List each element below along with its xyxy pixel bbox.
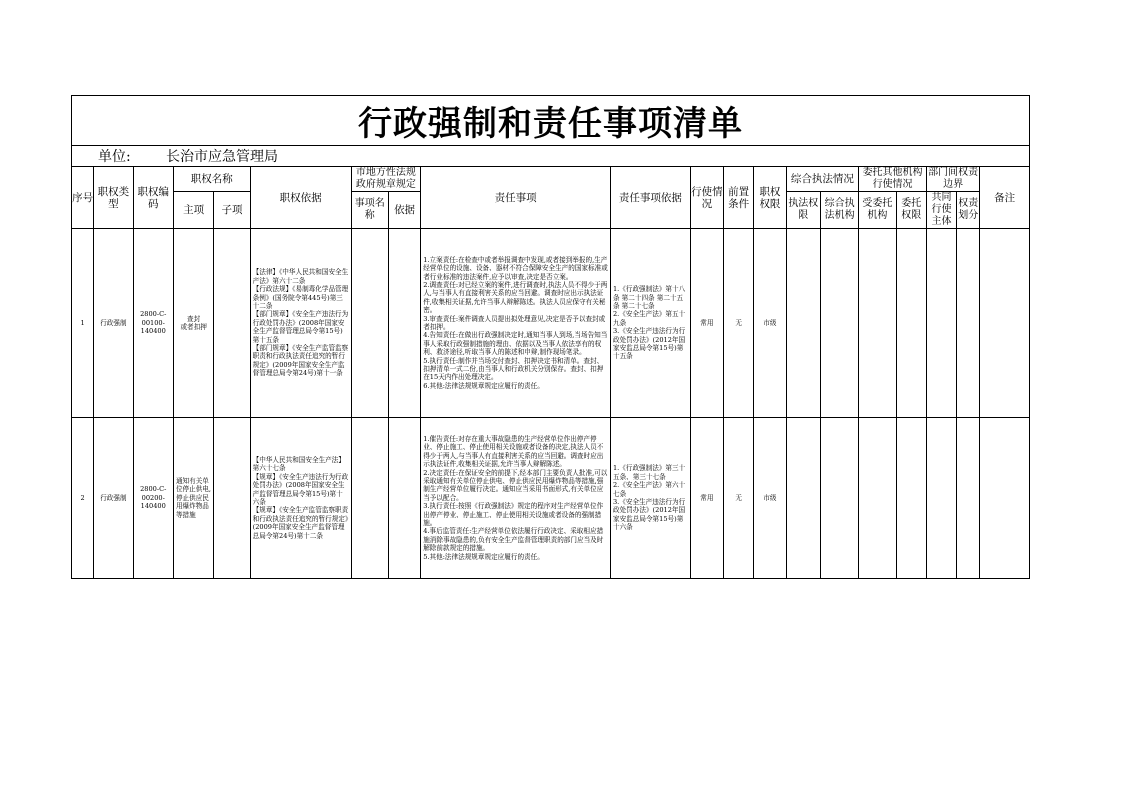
cell-item-name (351, 418, 388, 579)
header-level: 职权权限 (754, 167, 786, 229)
cell-code: 2800-C-00200-140400 (133, 418, 173, 579)
header-basis: 职权依据 (250, 167, 351, 229)
cell-basis: 【中华人民共和国安全生产法】第六十七条 【规章】《安全生产违法行为行政处罚办法》(2008年国家安全生产监督管理总局令第15号)第十六条 【规章】《安全生产监管监察职责和行政执法责任追究的暂行规定》(2009年国家安全生产监督管理总局令第24号)第十二条 (250, 418, 351, 579)
cell-basis: 【法律】《中华人民共和国安全生产法》第六十二条 【行政法规】《易制毒化学品管理条例》(国务院令第445号)第三十二条 【部门规章】《安全生产违法行为行政处罚办法》(2008年国家安全生产监督管理总局令第15号)第十五条 【部门规章】《安全生产监管监察职责和行政执法责任追究的暂行规定》(2009年国家安全生产监督管理总局令第24号)第十一条 (250, 229, 351, 418)
cell-sub (214, 229, 250, 418)
header-resp: 责任事项 (421, 167, 611, 229)
header-sub: 子项 (214, 192, 250, 229)
header-entrust-group: 委托其他机构行使情况 (859, 167, 927, 192)
cell-law-power (786, 229, 820, 418)
header-comp-org: 综合执法机构 (820, 192, 858, 229)
unit-value: 长治市应急管理局 (166, 149, 278, 165)
unit-line (72, 146, 1030, 167)
cell-level: 市级 (754, 229, 786, 418)
header-precond: 前置条件 (724, 167, 754, 229)
header-dept-group: 部门间权责边界 (928, 167, 979, 190)
header-exercise: 行使情况 (690, 167, 723, 229)
cell-exercise: 常用 (690, 229, 723, 418)
cell-code: 2800-C-00100-140400 (133, 229, 173, 418)
header-main: 主项 (173, 192, 213, 229)
cell-precond: 无 (724, 418, 754, 579)
cell-seq: 2 (72, 418, 94, 579)
cell-resp-basis: 1.《行政强制法》第十八条 第二十四条 第二十五条 第二十七条 2.《安全生产法》第五十九条 3.《安全生产违法行为行政处罚办法》(2012年国家安监总局令第15号)第十五条 (610, 229, 690, 418)
cell-local-basis (388, 418, 420, 579)
cell-resp: 1.立案责任:在检查中或者举报调查中发现,或者接到举报的,生产经营单位的设施、设备、器材不符合保障安全生产的国家标准或者行业标准的违法案件,应予以审查,决定是否立案。 2.调查责任:对已经立案的案件,进行调查时,执法人员不得少于两人,与当事人有直接利害关系的应当回避。调查时应出示执法证件,收集相关证据,允许当事人辩解陈述。执法人员应保守有关秘密。 3.审查责任:案件调查人员提出拟处理意见,决定是否予以查封或者扣押。 4.告知责任:在做出行政强制决定时,通知当事人到场,当场告知当事人采取行政强制措施的理由、依据以及当事人依法享有的权利、救济途径,听取当事人的陈述和申辩,制作现场笔录。 5.执行责任:制作并当场交付查封、扣押决定书和清单。查封、扣押清单一式二份,由当事人和行政机关分别保存。查封、扣押在15天内作出处理决定。 6.其他:法律法规规章规定应履行的责任。 (421, 229, 611, 418)
responsibility-table (71, 95, 1030, 579)
header-resp-div: 权责划分 (957, 192, 980, 229)
header-remark: 备注 (980, 167, 1030, 229)
cell-type: 行政强制 (94, 229, 133, 418)
cell-resp: 1.催告责任:对存在重大事故隐患的生产经营单位作出停产停业、停止施工、停止使用相关设施或者设备的决定,执法人员不得少于两人,与当事人有直接利害关系的应当回避。调查时应出示执法证件,收集相关证据,允许当事人辩解陈述。 2.决定责任:在保证安全的前提下,经本部门主要负责人批准,可以采取通知有关单位停止供电、停止供应民用爆炸物品等措施,强制生产经营单位履行决定。通知应当采用书面形式,有关单位应当予以配合。 3.执行责任:按照《行政强制法》规定的程序对生产经营单位作出停产停业、停止施工、停止使用相关设施或者设备的强制措施。 4.事后监管责任:生产经营单位依法履行行政决定、采取相应措施消除事故隐患的,负有安全生产监督管理职责的部门应当及时解除前款规定的措施。 5.其他:法律法规规章规定应履行的责任。 (421, 418, 611, 579)
cell-seq: 1 (72, 229, 94, 418)
header-seq: 序号 (72, 167, 94, 229)
table-row (72, 418, 1030, 579)
header-co-main: 共同行使主体 (926, 192, 956, 229)
cell-item-name (351, 229, 388, 418)
cell-entrust-power (896, 229, 926, 418)
header-law-power: 执法权限 (786, 192, 820, 229)
cell-remark (980, 229, 1030, 418)
table-row (72, 229, 1030, 418)
cell-resp-div (957, 229, 980, 418)
header-resp-basis: 责任事项依据 (610, 167, 690, 229)
responsibility-list-sheet (71, 95, 1030, 579)
page-title: 行政强制和责任事项清单 (72, 96, 1030, 146)
cell-entrusted (859, 418, 896, 579)
cell-type: 行政强制 (94, 418, 133, 579)
header-local-basis: 依据 (388, 192, 420, 229)
cell-resp-basis: 1.《行政强制法》第三十五条、第三十七条 2.《安全生产法》第六十七条 3.《安全生产违法行为行政处罚办法》(2012年国家安监总局令第15号)第十六条 (610, 418, 690, 579)
cell-entrusted (859, 229, 896, 418)
header-entrust-power: 委托权限 (896, 192, 926, 229)
cell-local-basis (388, 229, 420, 418)
unit-label: 单位: (98, 149, 131, 165)
header-comp-group: 综合执法情况 (786, 167, 859, 192)
header-entrusted: 受委托机构 (859, 192, 896, 229)
cell-level: 市级 (754, 418, 786, 579)
header-name-group: 职权名称 (173, 167, 250, 192)
cell-entrust-power (896, 418, 926, 579)
cell-main: 通知有关单位停止供电,停止供应民用爆炸物品等措施 (173, 418, 213, 579)
cell-sub (214, 418, 250, 579)
header-local-group: 市地方性法规政府规章规定 (351, 167, 421, 192)
cell-comp-org (820, 418, 858, 579)
cell-law-power (786, 418, 820, 579)
cell-main: 查封 或者扣押 (173, 229, 213, 418)
cell-co-main (926, 418, 956, 579)
header-item-name: 事项名称 (351, 192, 388, 229)
cell-co-main (926, 229, 956, 418)
header-type: 职权类型 (94, 167, 133, 229)
cell-remark (980, 418, 1030, 579)
header-code: 职权编码 (133, 167, 173, 229)
cell-exercise: 常用 (690, 418, 723, 579)
cell-comp-org (820, 229, 858, 418)
cell-precond: 无 (724, 229, 754, 418)
cell-resp-div (957, 418, 980, 579)
